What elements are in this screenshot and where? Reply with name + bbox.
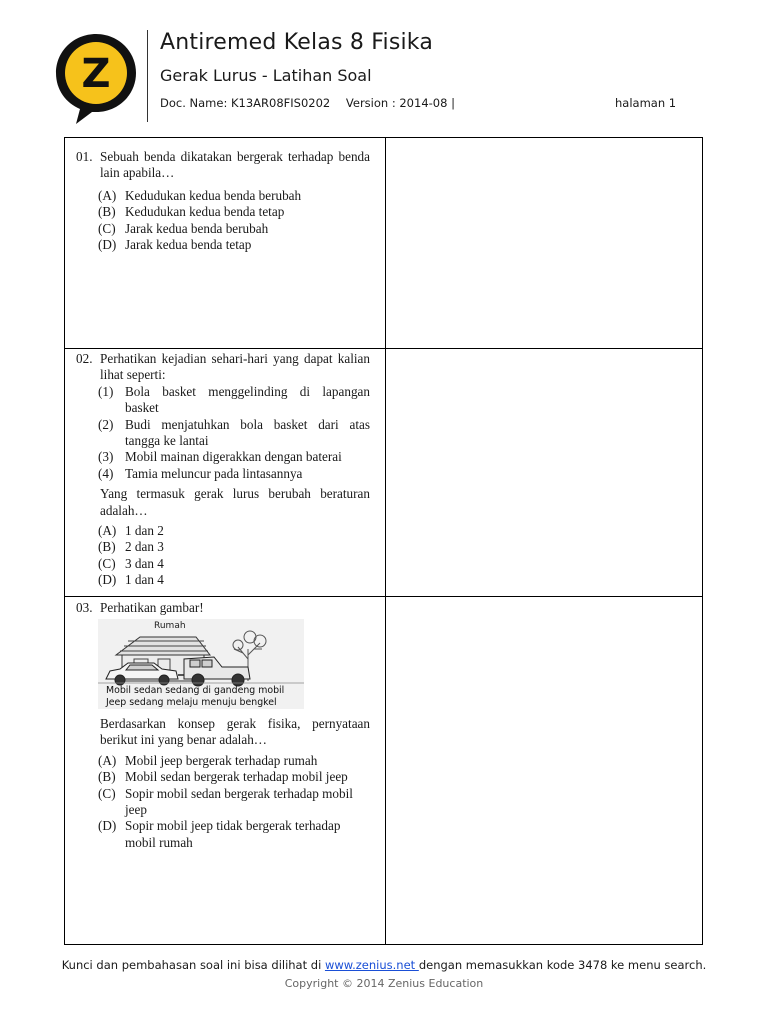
copyright: Copyright © 2014 Zenius Education xyxy=(284,977,484,990)
page-number: halaman 1 xyxy=(615,96,677,110)
doc-info xyxy=(160,96,467,110)
option-d: (D) Jarak kedua benda tetap xyxy=(98,237,252,253)
question-number: 01. xyxy=(76,149,93,164)
question-1 xyxy=(76,149,370,253)
option-c: (C) Sopir mobil sedan bergerak terhadap mobil jeep xyxy=(98,785,353,818)
question-3-picture xyxy=(98,619,304,709)
option-b: (B) 2 dan 3 xyxy=(98,539,164,555)
table-row-divider xyxy=(64,596,703,597)
question-2 xyxy=(76,351,370,589)
question-prompt: Berdasarkan konsep gerak fisika, pernyataan berikut ini yang benar adalah… xyxy=(100,716,370,748)
event-2: (2) Budi menjatuhkan bola basket dari atas tangga ke lantai xyxy=(98,416,370,449)
event-3: (3) Mobil mainan digerakkan dengan baterai xyxy=(98,449,342,465)
logo-letter: Z xyxy=(81,51,111,97)
question-prompt: Yang termasuk gerak lurus berubah beraturan adalah… xyxy=(100,486,370,518)
table-row-divider xyxy=(64,348,703,349)
question-number: 02. xyxy=(76,351,93,366)
option-d: (D) Sopir mobil jeep tidak bergerak terhadap mobil rumah xyxy=(98,818,341,850)
doc-version: Version : 2014-08 | xyxy=(345,96,455,110)
question-text: Perhatikan kejadian sehari-hari yang dapat kalian lihat seperti: xyxy=(100,351,370,383)
picture-caption-2: Jeep sedang melaju menuju bengkel xyxy=(106,697,277,708)
picture-caption-1: Mobil sedan sedang di gandeng mobil xyxy=(106,685,285,696)
event-1: (1) Bola basket menggelinding di lapangan basket xyxy=(98,383,370,416)
table-column-divider xyxy=(385,137,386,945)
question-text: Sebuah benda dikatakan bergerak terhadap benda lain apabila… xyxy=(100,149,370,181)
option-a: (A) 1 dan 2 xyxy=(98,523,164,539)
page-title: Antiremed Kelas 8 Fisika xyxy=(160,30,434,55)
option-c: (C) Jarak kedua benda berubah xyxy=(98,220,269,236)
option-c: (C) 3 dan 4 xyxy=(98,555,164,571)
option-a: (A) Mobil jeep bergerak terhadap rumah xyxy=(98,752,318,768)
header-divider xyxy=(147,30,148,122)
doc-name: Doc. Name: K13AR08FIS0202 xyxy=(160,96,331,110)
zenius-link[interactable]: www.zenius.net xyxy=(324,958,419,972)
option-a: (A) Kedudukan kedua benda berubah xyxy=(98,187,302,203)
question-number: 03. xyxy=(76,600,93,615)
page-subtitle: Gerak Lurus - Latihan Soal xyxy=(160,66,372,85)
footer-note xyxy=(0,958,768,972)
picture-label-house: Rumah xyxy=(154,621,186,631)
option-b: (B) Kedudukan kedua benda tetap xyxy=(98,204,285,220)
footer-text-after: dengan memasukkan kode 3478 ke menu search. xyxy=(418,958,707,972)
zenius-logo-icon xyxy=(52,30,140,126)
question-3 xyxy=(76,600,370,616)
option-b: (B) Mobil sedan bergerak terhadap mobil jeep xyxy=(98,769,348,785)
footer-text-before: Kunci dan pembahasan soal ini bisa dilihat di xyxy=(61,958,325,972)
question-3-body xyxy=(76,716,370,851)
question-text: Perhatikan gambar! xyxy=(100,600,204,615)
option-d: (D) 1 dan 4 xyxy=(98,572,164,588)
event-4: (4) Tamia meluncur pada lintasannya xyxy=(98,465,303,481)
